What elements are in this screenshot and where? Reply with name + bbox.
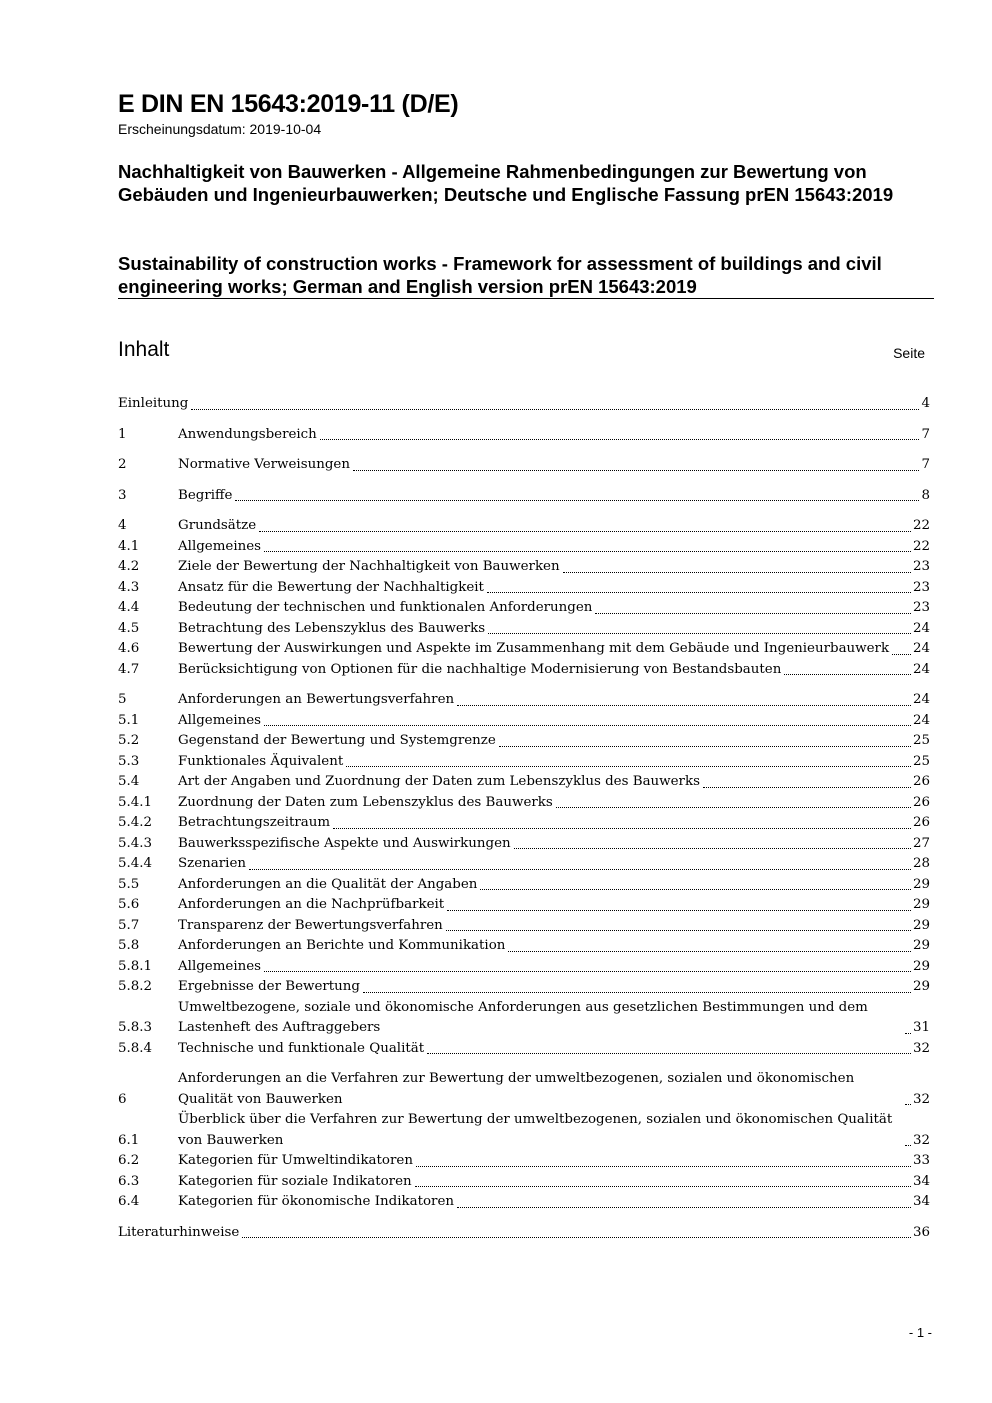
toc-entry-number: 4.7 bbox=[118, 661, 140, 677]
toc-entry[interactable] bbox=[118, 425, 930, 446]
toc-entry[interactable] bbox=[118, 1172, 930, 1193]
toc-leader-dots bbox=[508, 951, 911, 952]
toc-leader-dots bbox=[446, 930, 911, 931]
toc-leader-dots bbox=[703, 787, 911, 788]
toc-entry[interactable] bbox=[118, 660, 930, 681]
toc-leader-dots bbox=[346, 766, 911, 767]
title-english: Sustainability of construction works - Framework for assessment of buildings and civil engineering works; German and English version prEN 15643:2019 bbox=[118, 253, 882, 297]
toc-entry[interactable] bbox=[118, 1151, 930, 1172]
toc-entry-label: Anwendungsbereich bbox=[178, 426, 317, 442]
title-german: Nachhaltigkeit von Bauwerken - Allgemeine Rahmenbedingungen zur Bewertung von Gebäuden und Ingenieurbauwerken; Deutsche und Englische Fassung prEN 15643:2019 bbox=[118, 161, 894, 205]
toc-entry-label: Allgemeines bbox=[178, 958, 262, 974]
toc-entry-label: Anforderungen an die Nachprüfbarkeit bbox=[178, 897, 445, 912]
toc-entry-label: Kategorien für Umweltindikatoren bbox=[178, 1153, 413, 1168]
toc-heading: Inhalt bbox=[118, 338, 170, 361]
toc-entry-number: 5.5 bbox=[118, 876, 140, 892]
toc-entry-page: 24 bbox=[912, 641, 930, 656]
toc-entry-page: 26 bbox=[912, 815, 930, 830]
toc-entry[interactable] bbox=[118, 619, 930, 640]
toc-entry-page: 4 bbox=[921, 396, 930, 411]
toc-entry[interactable] bbox=[118, 998, 930, 1039]
toc-entry-page: 29 bbox=[912, 979, 930, 994]
toc-entry-page: 31 bbox=[912, 1020, 930, 1035]
toc-entry-page: 8 bbox=[921, 487, 930, 503]
toc-leader-dots bbox=[563, 572, 911, 573]
toc-entry-label: Ergebnisse der Bewertung bbox=[178, 979, 360, 994]
toc-leader-dots bbox=[457, 1207, 911, 1208]
toc-entry[interactable] bbox=[118, 557, 930, 578]
toc-entry-page: 29 bbox=[912, 917, 930, 933]
toc-entry-label: Anforderungen an die Verfahren zur Bewertung der umweltbezogenen, sozialen und ökonomischen Qualität von Bauwerken bbox=[178, 1071, 855, 1107]
toc-entry-label: Transparenz der Bewertungsverfahren bbox=[178, 917, 443, 933]
toc-entry-page: 24 bbox=[912, 661, 930, 677]
toc-leader-dots bbox=[353, 470, 920, 471]
toc-leader-dots bbox=[191, 409, 919, 410]
toc-entry-number: 5.7 bbox=[118, 917, 140, 933]
toc-entry-page: 28 bbox=[912, 856, 930, 871]
toc-entry-page: 36 bbox=[912, 1224, 930, 1240]
publication-date: Erscheinungsdatum: 2019-10-04 bbox=[118, 121, 322, 137]
toc-entry-number: 5.3 bbox=[118, 753, 140, 769]
toc-entry-page: 26 bbox=[912, 794, 930, 810]
table-of-contents bbox=[118, 394, 930, 1243]
toc-leader-dots bbox=[488, 633, 911, 634]
toc-entry-number: 5.6 bbox=[118, 897, 140, 912]
toc-entry-number: 5.4.4 bbox=[118, 856, 153, 871]
toc-entry[interactable] bbox=[118, 455, 930, 476]
toc-entry-page: 34 bbox=[912, 1173, 930, 1189]
toc-entry-number: 6.2 bbox=[118, 1153, 140, 1168]
toc-entry-page: 32 bbox=[912, 1132, 930, 1148]
toc-leader-dots bbox=[264, 551, 911, 552]
toc-entry[interactable] bbox=[118, 486, 930, 507]
toc-entry-page: 32 bbox=[912, 1091, 930, 1107]
toc-entry-number: 5.8.3 bbox=[118, 1020, 153, 1035]
toc-entry[interactable] bbox=[118, 690, 930, 711]
toc-entry-label: Zuordnung der Daten zum Lebenszyklus des Bauwerks bbox=[178, 794, 553, 810]
toc-entry-page: 29 bbox=[912, 958, 930, 974]
toc-entry[interactable] bbox=[118, 711, 930, 732]
toc-entry-number: 2 bbox=[118, 457, 127, 472]
toc-leader-dots bbox=[595, 613, 911, 614]
toc-entry-label: Ziele der Bewertung der Nachhaltigkeit von Bauwerken bbox=[178, 559, 560, 574]
toc-entry-label: Art der Angaben und Zuordnung der Daten zum Lebenszyklus des Bauwerks bbox=[178, 774, 700, 789]
toc-entry[interactable] bbox=[118, 1223, 930, 1244]
toc-entry-number: 5.8.4 bbox=[118, 1040, 153, 1056]
toc-entry-label: Gegenstand der Bewertung und Systemgrenze bbox=[178, 733, 496, 748]
toc-entry-page: 24 bbox=[912, 692, 930, 707]
toc-entry-number: 5.8 bbox=[118, 938, 140, 953]
toc-entry-label: Normative Verweisungen bbox=[178, 457, 350, 472]
toc-entry[interactable] bbox=[118, 578, 930, 599]
toc-entry-label: Szenarien bbox=[178, 856, 246, 871]
toc-entry-label: Berücksichtigung von Optionen für die nachhaltige Modernisierung von Bestandsbauten bbox=[178, 661, 782, 677]
toc-entry-page: 32 bbox=[912, 1040, 930, 1056]
toc-entry-number: 5.8.1 bbox=[118, 958, 153, 974]
toc-entry-label: Funktionales Äquivalent bbox=[178, 753, 344, 769]
toc-entry-number: 5.2 bbox=[118, 733, 140, 748]
toc-leader-dots bbox=[427, 1053, 911, 1054]
toc-entry[interactable] bbox=[118, 1069, 930, 1110]
toc-leader-dots bbox=[416, 1166, 911, 1167]
toc-entry-page: 27 bbox=[912, 835, 930, 851]
toc-entry-number: 5.4.1 bbox=[118, 794, 153, 810]
toc-entry[interactable] bbox=[118, 834, 930, 855]
toc-entry-label: Literaturhinweise bbox=[118, 1224, 240, 1240]
toc-entry[interactable] bbox=[118, 977, 930, 998]
toc-entry-number: 6.4 bbox=[118, 1194, 140, 1209]
toc-entry-page: 29 bbox=[912, 897, 930, 912]
toc-entry[interactable] bbox=[118, 875, 930, 896]
toc-entry[interactable] bbox=[118, 916, 930, 937]
toc-entry-label: Anforderungen an Berichte und Kommunikation bbox=[178, 938, 506, 953]
toc-entry[interactable] bbox=[118, 957, 930, 978]
toc-entry-label: Allgemeines bbox=[178, 712, 262, 728]
toc-entry-label: Grundsätze bbox=[178, 518, 257, 533]
toc-leader-dots bbox=[784, 674, 911, 675]
toc-entry-number: 4.6 bbox=[118, 641, 140, 656]
toc-leader-dots bbox=[499, 746, 911, 747]
toc-entry-page: 7 bbox=[921, 426, 930, 442]
toc-entry-page: 33 bbox=[912, 1153, 930, 1168]
toc-entry-page: 23 bbox=[912, 579, 930, 595]
toc-entry[interactable] bbox=[118, 394, 930, 415]
toc-entry[interactable] bbox=[118, 1192, 930, 1213]
toc-entry[interactable] bbox=[118, 639, 930, 660]
toc-entry-label: Allgemeines bbox=[178, 538, 262, 554]
page-number: - 1 - bbox=[908, 1325, 932, 1340]
toc-entry-label: Betrachtung des Lebenszyklus des Bauwerks bbox=[178, 620, 486, 636]
toc-leader-dots bbox=[905, 1104, 911, 1105]
toc-leader-dots bbox=[333, 828, 911, 829]
toc-leader-dots bbox=[556, 807, 911, 808]
toc-entry-number: 6.3 bbox=[118, 1173, 140, 1189]
toc-entry[interactable] bbox=[118, 1039, 930, 1060]
toc-entry[interactable] bbox=[118, 516, 930, 537]
toc-entry-page: 29 bbox=[912, 938, 930, 953]
toc-entry-page: 23 bbox=[912, 559, 930, 574]
toc-leader-dots bbox=[249, 869, 911, 870]
toc-entry-number: 5.4 bbox=[118, 774, 140, 789]
toc-entry[interactable] bbox=[118, 1110, 930, 1151]
toc-entry-label: Bauwerksspezifische Aspekte und Auswirkungen bbox=[178, 835, 511, 851]
toc-entry-number: 4.3 bbox=[118, 579, 140, 595]
toc-entry-number: 6 bbox=[118, 1091, 127, 1107]
toc-entry[interactable] bbox=[118, 598, 930, 619]
toc-leader-dots bbox=[320, 439, 920, 440]
document-id: E DIN EN 15643:2019-11 (D/E) bbox=[118, 90, 459, 118]
toc-leader-dots bbox=[264, 725, 911, 726]
toc-entry-label: Technische und funktionale Qualität bbox=[178, 1040, 425, 1056]
title-divider bbox=[118, 298, 934, 299]
toc-entry-number: 3 bbox=[118, 487, 127, 503]
toc-entry-page: 25 bbox=[912, 733, 930, 748]
toc-entry-number: 4 bbox=[118, 518, 127, 533]
toc-entry-page: 25 bbox=[912, 753, 930, 769]
toc-entry[interactable] bbox=[118, 772, 930, 793]
toc-entry[interactable] bbox=[118, 793, 930, 814]
toc-leader-dots bbox=[905, 1033, 911, 1034]
toc-entry-number: 1 bbox=[118, 426, 127, 442]
toc-entry[interactable] bbox=[118, 537, 930, 558]
toc-entry-number: 4.1 bbox=[118, 538, 140, 554]
toc-entry[interactable] bbox=[118, 854, 930, 875]
toc-entry-page: 34 bbox=[912, 1194, 930, 1209]
toc-leader-dots bbox=[235, 500, 919, 501]
toc-entry-label: Überblick über die Verfahren zur Bewertung der umweltbezogenen, sozialen und ökonomischen Qualität von Bauwerken bbox=[178, 1112, 893, 1148]
toc-entry-number: 4.4 bbox=[118, 600, 140, 615]
toc-entry-page: 23 bbox=[912, 600, 930, 615]
toc-entry-page: 22 bbox=[912, 518, 930, 533]
toc-leader-dots bbox=[905, 1145, 911, 1146]
toc-leader-dots bbox=[457, 705, 911, 706]
toc-entry-number: 5.4.3 bbox=[118, 835, 153, 851]
toc-leader-dots bbox=[363, 992, 911, 993]
toc-leader-dots bbox=[415, 1186, 911, 1187]
toc-entry-label: Anforderungen an die Qualität der Angaben bbox=[178, 876, 478, 892]
toc-leader-dots bbox=[487, 592, 911, 593]
toc-entry[interactable] bbox=[118, 813, 930, 834]
toc-entry-label: Umweltbezogene, soziale und ökonomische Anforderungen aus gesetzlichen Bestimmungen und dem Lastenheft des Auftraggebers bbox=[178, 999, 868, 1035]
toc-entry[interactable] bbox=[118, 752, 930, 773]
toc-entry-number: 4.5 bbox=[118, 620, 140, 636]
toc-entry[interactable] bbox=[118, 895, 930, 916]
toc-entry-page: 24 bbox=[912, 712, 930, 728]
toc-entry-label: Ansatz für die Bewertung der Nachhaltigkeit bbox=[178, 579, 484, 595]
toc-entry-label: Bewertung der Auswirkungen und Aspekte im Zusammenhang mit dem Gebäude und Ingenieurbauwerk bbox=[178, 641, 890, 656]
toc-entry-number: 5.1 bbox=[118, 712, 140, 728]
toc-entry-page: 22 bbox=[912, 538, 930, 554]
toc-entry-page: 26 bbox=[912, 774, 930, 789]
toc-leader-dots bbox=[892, 654, 911, 655]
toc-entry-page: 29 bbox=[912, 876, 930, 892]
toc-leader-dots bbox=[447, 910, 911, 911]
toc-entry-label: Kategorien für ökonomische Indikatoren bbox=[178, 1194, 454, 1209]
toc-leader-dots bbox=[264, 971, 911, 972]
toc-entry-number: 4.2 bbox=[118, 559, 140, 574]
toc-entry-label: Bedeutung der technischen und funktionalen Anforderungen bbox=[178, 600, 593, 615]
toc-entry-number: 5.4.2 bbox=[118, 815, 153, 830]
toc-entry-number: 5 bbox=[118, 692, 127, 707]
toc-entry-page: 7 bbox=[921, 457, 930, 472]
toc-leader-dots bbox=[259, 531, 911, 532]
toc-entry-number: 6.1 bbox=[118, 1132, 140, 1148]
toc-page-column-label: Seite bbox=[893, 345, 925, 361]
toc-entry[interactable] bbox=[118, 731, 930, 752]
toc-leader-dots bbox=[514, 848, 911, 849]
toc-entry-number: 5.8.2 bbox=[118, 979, 153, 994]
toc-entry-label: Anforderungen an Bewertungsverfahren bbox=[178, 692, 455, 707]
toc-entry-label: Einleitung bbox=[118, 396, 189, 411]
toc-entry-label: Begriffe bbox=[178, 487, 233, 503]
toc-entry-label: Kategorien für soziale Indikatoren bbox=[178, 1173, 412, 1189]
toc-entry-label: Betrachtungszeitraum bbox=[178, 815, 331, 830]
toc-leader-dots bbox=[480, 889, 911, 890]
toc-entry-page: 24 bbox=[912, 620, 930, 636]
toc-leader-dots bbox=[242, 1237, 911, 1238]
toc-entry[interactable] bbox=[118, 936, 930, 957]
